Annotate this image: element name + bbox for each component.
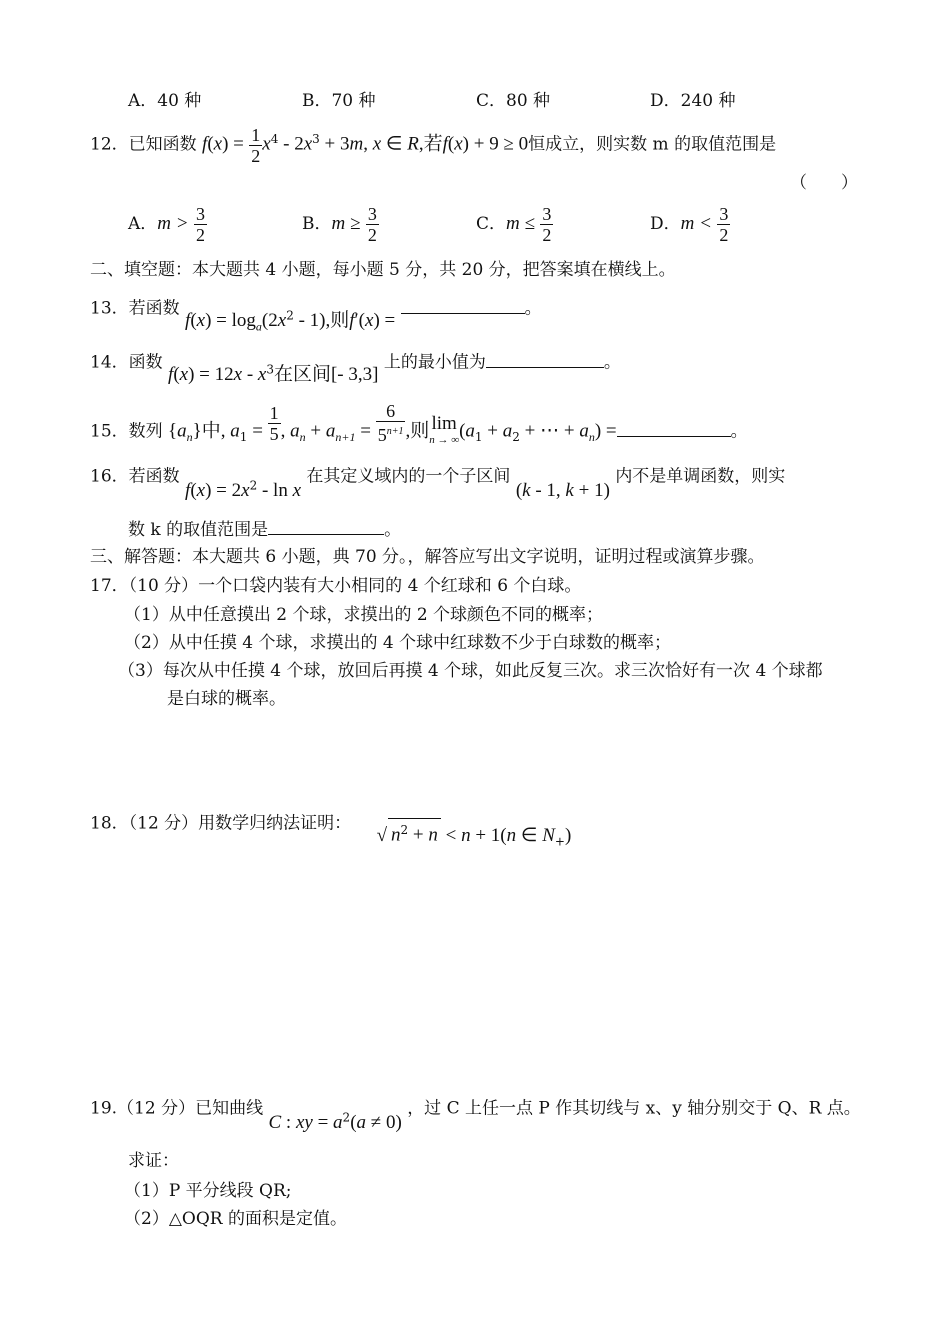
q18: 18．（12 分）用数学归纳法证明： √ $n^2 + n < n + 1(n$ ∈ $N_+$) xyxy=(90,813,572,849)
section-2-heading: 二、填空题：本大题共 4 小题，每小题 5 分，共 20 分，把答案填在横线上。 xyxy=(90,260,676,280)
q15-answer-blank[interactable] xyxy=(617,422,731,437)
q16-answer-blank[interactable] xyxy=(268,520,384,535)
q19-prove: 求证： xyxy=(128,1151,179,1171)
q16-line2: 数 k 的取值范围是 。 xyxy=(128,520,402,540)
q11-option-c: C．80 种 xyxy=(476,91,551,111)
q12-option-a: A．m > $\frac{3}{2}$ xyxy=(128,204,205,245)
q17-part-2: （2）从中任摸 4 个球，求摸出的 4 个球中红球数不少于白球数的概率； xyxy=(124,633,672,653)
q19: 19.（12 分）已知曲线 C : xy = $a^2(a \ne 0)$ ，过 C 上任一点 P 作其切线与 x、y 轴分别交于 Q、R 点。 xyxy=(90,1098,861,1133)
q13-answer-blank[interactable] xyxy=(401,299,525,314)
q11-option-d: D．240 种 xyxy=(650,91,736,111)
q12-tail: 恒成立，则实数 m 的取值范围是 xyxy=(528,134,777,155)
q17-part-3: （3）每次从中任摸 4 个球，放回后再摸 4 个球，如此反复三次。求三次恰好有一次 4 个球都 xyxy=(118,661,823,681)
q17-title: 17．（10 分）一个口袋内装有大小相同的 4 个红球和 6 个白球。 xyxy=(90,576,582,596)
q11-option-a: A．40 种 xyxy=(128,91,202,111)
q12-stem: 12．已知函数 f(x) = $\frac{1}{2}$ $x^4 - 2x^3 + 3m$, x ∈ R,若f(x) + 9 ≥ 0恒成立，则实数 m 的取值范围是 xyxy=(90,124,777,166)
section-3-heading: 三、解答题：本大题共 6 小题，典 70 分。，解答应写出文字说明，证明过程或演算步骤。 xyxy=(90,547,765,567)
q11-option-b: B．70 种 xyxy=(302,91,376,111)
q15: 15．数列 $\{a_n\}$中, $a_1$ = $\frac{1}{5}$ , $a_n + a_{n+1}$ = $\frac{6}{5^{n+1}}$ ,则 lim n → ∞ ($a_1 + a_2$ + ⋯ + $a_n$) = 。 xyxy=(90,401,748,446)
q19-part-1: （1）P 平分线段 QR; xyxy=(124,1181,292,1201)
q12-option-b: B．m ≥ $\frac{3}{2}$ xyxy=(302,204,377,245)
q14-answer-blank[interactable] xyxy=(486,353,604,368)
q17-part-1: （1）从中任意摸出 2 个球，求摸出的 2 个球颜色不同的概率； xyxy=(124,605,604,625)
q19-part-2: （2）△OQR 的面积是定值。 xyxy=(124,1209,347,1229)
q12-formula: f xyxy=(202,133,208,155)
q12-option-c: C．m ≤ $\frac{3}{2}$ xyxy=(476,204,552,245)
q17-part-3-cont: 是白球的概率。 xyxy=(167,689,286,709)
q12-number: 12．已知函数 xyxy=(90,134,197,155)
q14: 14．函数 $f(x) = 12x - x^3$在区间[- 3,3] 上的最小值为 。 xyxy=(90,352,621,385)
q12-option-d: D．m < $\frac{3}{2}$ xyxy=(650,204,729,245)
q13: 13．若函数 $f(x) = \log_a(2x^2 - 1)$,则f′(x) = 。 xyxy=(90,298,542,334)
q16-line1: 16．若函数 $f(x) = 2x^2 - \ln x$ 在其定义域内的一个子区间 (k - 1, k + 1) 内不是单调函数，则实 xyxy=(90,466,786,501)
q12-bracket: （ ） xyxy=(790,173,858,193)
